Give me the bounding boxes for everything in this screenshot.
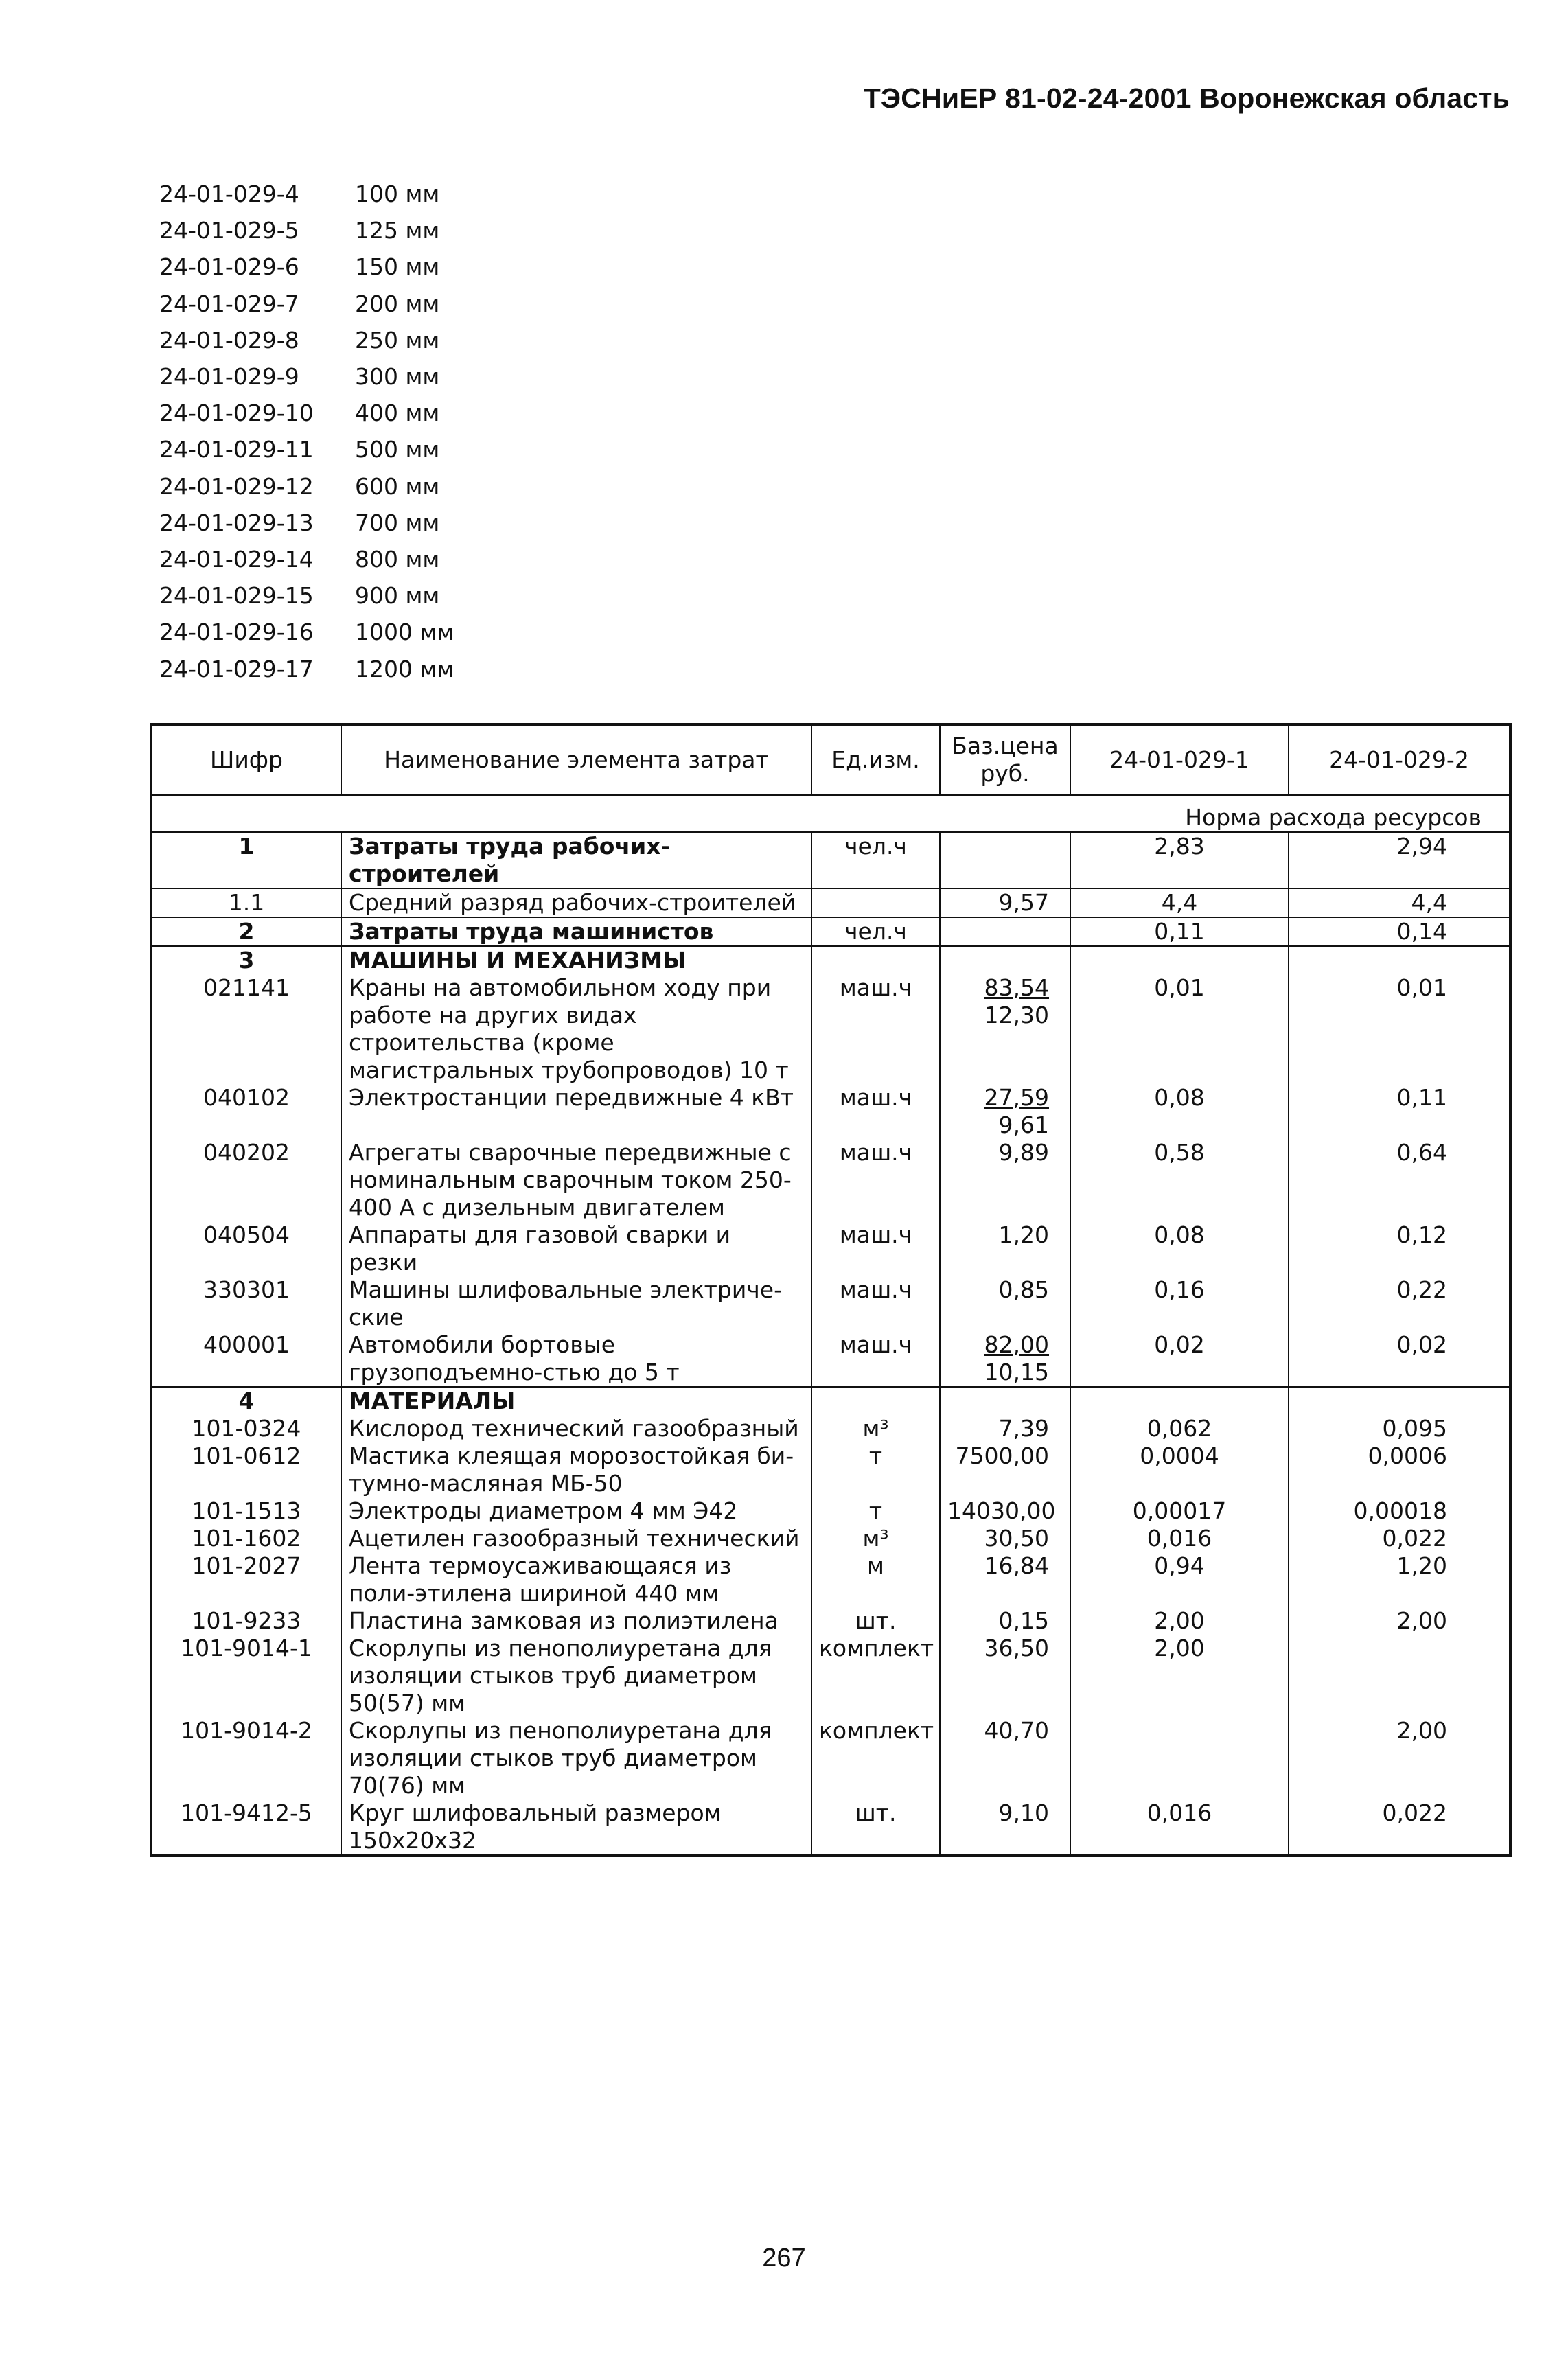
- cell-name: Круг шлифовальный размером 150x20x32: [341, 1799, 811, 1856]
- cell-unit: маш.ч: [811, 974, 940, 1084]
- code-list-size: 200 мм: [355, 290, 440, 317]
- cell-code: 400001: [151, 1331, 341, 1387]
- code-list-code: 24-01-029-14: [159, 545, 314, 573]
- cell-name: Аппараты для газовой сварки и резки: [341, 1221, 811, 1276]
- cell-unit: [811, 946, 940, 974]
- table-row: [151, 1799, 1510, 1856]
- cell-code: 3: [151, 946, 341, 974]
- cell-unit: м³: [811, 1415, 940, 1442]
- cell-unit: чел.ч: [811, 917, 940, 946]
- price-top: 0,15: [998, 1607, 1049, 1634]
- cell-unit: маш.ч: [811, 1139, 940, 1221]
- cell-name: Машины шлифовальные электриче-ские: [341, 1276, 811, 1331]
- cell-price: [940, 1442, 1070, 1497]
- code-list-size: 700 мм: [355, 509, 440, 536]
- cell-value-2: 1,20: [1289, 1552, 1510, 1607]
- code-list-size: 150 мм: [355, 253, 440, 281]
- header-price-line2: руб.: [980, 760, 1030, 787]
- table-row: [151, 1717, 1510, 1799]
- code-list-size: 800 мм: [355, 545, 440, 573]
- cell-name: Затраты труда рабочих-строителей: [341, 832, 811, 888]
- table-row: [151, 917, 1510, 946]
- cell-unit: маш.ч: [811, 1221, 940, 1276]
- code-list-size: 125 мм: [355, 217, 440, 244]
- cell-value-1: [1070, 1717, 1289, 1799]
- price-top: 1,20: [998, 1221, 1049, 1248]
- norma-row: [151, 795, 1510, 832]
- cell-value-2: [1289, 1635, 1510, 1717]
- table-row: [151, 1276, 1510, 1331]
- code-list-code: 24-01-029-12: [159, 472, 314, 500]
- cell-value-2: [1289, 1387, 1510, 1415]
- cell-value-2: 0,02: [1289, 1331, 1510, 1387]
- cell-price: [940, 832, 1070, 888]
- code-list-size: 300 мм: [355, 363, 440, 391]
- code-list-code: 24-01-029-11: [159, 436, 314, 463]
- code-list-code: 24-01-029-5: [159, 217, 299, 244]
- cell-price: [940, 1717, 1070, 1799]
- code-list-item: [159, 468, 454, 505]
- cell-value-1: 0,016: [1070, 1525, 1289, 1552]
- cell-price: [940, 1552, 1070, 1607]
- header-name: Наименование элемента затрат: [341, 724, 811, 795]
- cell-price: [940, 917, 1070, 946]
- price-top: 82,00: [984, 1331, 1049, 1358]
- table-row: [151, 1221, 1510, 1276]
- price-top: 7,39: [998, 1415, 1049, 1442]
- price-top: 0,85: [998, 1276, 1049, 1303]
- cell-value-1: 0,02: [1070, 1331, 1289, 1387]
- cell-value-2: 0,022: [1289, 1525, 1510, 1552]
- cell-name: Пластина замковая из полиэтилена: [341, 1607, 811, 1635]
- cell-value-2: 0,64: [1289, 1139, 1510, 1221]
- cell-unit: комплект: [811, 1635, 940, 1717]
- table-row: [151, 888, 1510, 917]
- price-top: 9,57: [998, 889, 1049, 916]
- code-list-item: [159, 431, 454, 468]
- cell-price: [940, 974, 1070, 1084]
- cell-name: Электростанции передвижные 4 кВт: [341, 1084, 811, 1139]
- cell-price: [940, 1084, 1070, 1139]
- cell-unit: чел.ч: [811, 832, 940, 888]
- cell-value-1: 2,00: [1070, 1635, 1289, 1717]
- cell-price: [940, 1799, 1070, 1856]
- code-list-item: [159, 541, 454, 577]
- cell-value-2: 0,01: [1289, 974, 1510, 1084]
- header-code: Шифр: [151, 724, 341, 795]
- header-price: [940, 724, 1070, 795]
- price-bottom: 12,30: [984, 1002, 1049, 1028]
- code-list-size: 100 мм: [355, 181, 440, 208]
- code-list-size: 600 мм: [355, 472, 440, 500]
- cell-value-1: 0,58: [1070, 1139, 1289, 1221]
- code-list-code: 24-01-029-13: [159, 509, 314, 536]
- cell-price: [940, 1525, 1070, 1552]
- cell-unit: т: [811, 1497, 940, 1525]
- cell-price: [940, 1635, 1070, 1717]
- cell-value-2: 0,0006: [1289, 1442, 1510, 1497]
- code-list-item: [159, 395, 454, 431]
- cell-name: Мастика клеящая морозостойкая би-тумно-масляная МБ-50: [341, 1442, 811, 1497]
- price-top: 7500,00: [955, 1442, 1049, 1469]
- price-bottom: 9,61: [998, 1112, 1049, 1138]
- code-list-code: 24-01-029-8: [159, 326, 299, 354]
- cell-value-1: [1070, 946, 1289, 974]
- table-header-row: [151, 724, 1510, 795]
- cell-name: Краны на автомобильном ходу при работе на других видах строительства (кроме магистральных трубопроводов) 10 т: [341, 974, 811, 1084]
- cell-value-1: 0,16: [1070, 1276, 1289, 1331]
- cell-value-1: 0,01: [1070, 974, 1289, 1084]
- cell-price: [940, 1221, 1070, 1276]
- cell-name: Скорлупы из пенополиуретана для изоляции стыков труб диаметром 70(76) мм: [341, 1717, 811, 1799]
- code-list-size: 900 мм: [355, 582, 440, 610]
- cell-price: [940, 1331, 1070, 1387]
- cell-name: МАТЕРИАЛЫ: [341, 1387, 811, 1415]
- header-col1: 24-01-029-1: [1070, 724, 1289, 795]
- cell-code: 101-1513: [151, 1497, 341, 1525]
- cell-value-1: 2,00: [1070, 1607, 1289, 1635]
- cell-name: Кислород технический газообразный: [341, 1415, 811, 1442]
- cell-name: Лента термоусаживающаяся из поли-этилена шириной 440 мм: [341, 1552, 811, 1607]
- cell-value-2: 0,095: [1289, 1415, 1510, 1442]
- code-list-size: 1200 мм: [355, 655, 454, 682]
- cell-code: 330301: [151, 1276, 341, 1331]
- table-row: [151, 1387, 1510, 1415]
- cell-unit: [811, 1387, 940, 1415]
- table-row: [151, 1497, 1510, 1525]
- cell-price: [940, 888, 1070, 917]
- code-list-size: 500 мм: [355, 436, 440, 463]
- code-size-list: [159, 176, 454, 687]
- cell-price: [940, 1139, 1070, 1221]
- price-top: 16,84: [984, 1552, 1049, 1579]
- cell-value-1: 2,83: [1070, 832, 1289, 888]
- cell-unit: шт.: [811, 1799, 940, 1856]
- price-top: 83,54: [984, 974, 1049, 1001]
- table-row: [151, 1139, 1510, 1221]
- cell-price: [940, 1497, 1070, 1525]
- cell-value-1: 0,11: [1070, 917, 1289, 946]
- cell-code: 101-9412-5: [151, 1799, 341, 1856]
- cell-unit: маш.ч: [811, 1276, 940, 1331]
- cell-price: [940, 1276, 1070, 1331]
- cell-code: 1.1: [151, 888, 341, 917]
- table-row: [151, 1084, 1510, 1139]
- cell-value-2: 0,22: [1289, 1276, 1510, 1331]
- code-list-code: 24-01-029-9: [159, 363, 299, 391]
- cell-unit: м³: [811, 1525, 940, 1552]
- code-list-item: [159, 505, 454, 541]
- table-row: [151, 974, 1510, 1084]
- cell-unit: маш.ч: [811, 1084, 940, 1139]
- code-list-size: 1000 мм: [355, 619, 454, 646]
- cell-unit: м: [811, 1552, 940, 1607]
- cell-value-2: 2,94: [1289, 832, 1510, 888]
- cell-value-1: 4,4: [1070, 888, 1289, 917]
- code-list-code: 24-01-029-17: [159, 655, 314, 682]
- price-top: 30,50: [984, 1525, 1049, 1552]
- cell-value-1: 0,016: [1070, 1799, 1289, 1856]
- table-row: [151, 1525, 1510, 1552]
- code-list-code: 24-01-029-15: [159, 582, 314, 610]
- code-list-code: 24-01-029-10: [159, 400, 314, 427]
- cell-code: 4: [151, 1387, 341, 1415]
- table-row: [151, 1442, 1510, 1497]
- cell-price: [940, 1415, 1070, 1442]
- cell-name: Автомобили бортовые грузоподъемно-стью до 5 т: [341, 1331, 811, 1387]
- cell-price: [940, 1387, 1070, 1415]
- header-price-line1: Баз.цена: [952, 733, 1059, 759]
- code-list-item: [159, 577, 454, 614]
- header-col2: 24-01-029-2: [1289, 724, 1510, 795]
- cell-code: 2: [151, 917, 341, 946]
- cell-value-1: [1070, 1387, 1289, 1415]
- cell-name: Затраты труда машинистов: [341, 917, 811, 946]
- cell-name: Средний разряд рабочих-строителей: [341, 888, 811, 917]
- table-row: [151, 1331, 1510, 1387]
- cell-code: 101-0612: [151, 1442, 341, 1497]
- code-list-item: [159, 358, 454, 395]
- code-list-item: [159, 286, 454, 322]
- price-top: 14030,00: [947, 1497, 1056, 1524]
- code-list-item: [159, 322, 454, 358]
- table-row: [151, 1415, 1510, 1442]
- code-list-item: [159, 614, 454, 650]
- cell-name: Электроды диаметром 4 мм Э42: [341, 1497, 811, 1525]
- code-list-size: 250 мм: [355, 326, 440, 354]
- cell-code: 101-1602: [151, 1525, 341, 1552]
- cell-unit: маш.ч: [811, 1331, 940, 1387]
- table-row: [151, 1552, 1510, 1607]
- table-row: [151, 832, 1510, 888]
- cell-value-1: 0,0004: [1070, 1442, 1289, 1497]
- code-list-item: [159, 176, 454, 212]
- page-number: 267: [762, 2244, 806, 2272]
- cell-unit: т: [811, 1442, 940, 1497]
- cell-code: 021141: [151, 974, 341, 1084]
- cell-name: Агрегаты сварочные передвижные с номинальным сварочным током 250-400 А с дизельным двигателем: [341, 1139, 811, 1221]
- price-top: 9,10: [998, 1799, 1049, 1826]
- code-list-code: 24-01-029-6: [159, 253, 299, 281]
- cell-price: [940, 1607, 1070, 1635]
- price-bottom: 10,15: [984, 1359, 1049, 1385]
- table-row: [151, 1635, 1510, 1717]
- cell-unit: шт.: [811, 1607, 940, 1635]
- cell-value-2: 0,12: [1289, 1221, 1510, 1276]
- price-top: 27,59: [984, 1084, 1049, 1111]
- code-list-size: 400 мм: [355, 400, 440, 427]
- cell-code: 040102: [151, 1084, 341, 1139]
- cell-value-2: 0,022: [1289, 1799, 1510, 1856]
- header-unit: Ед.изм.: [811, 724, 940, 795]
- cell-name: МАШИНЫ И МЕХАНИЗМЫ: [341, 946, 811, 974]
- cell-value-1: 0,08: [1070, 1221, 1289, 1276]
- code-list-item: [159, 650, 454, 687]
- cell-name: Скорлупы из пенополиуретана для изоляции стыков труб диаметром 50(57) мм: [341, 1635, 811, 1717]
- cell-value-2: 0,00018: [1289, 1497, 1510, 1525]
- code-list-code: 24-01-029-16: [159, 619, 314, 646]
- cell-code: 1: [151, 832, 341, 888]
- cell-unit: [811, 888, 940, 917]
- cell-value-2: 0,14: [1289, 917, 1510, 946]
- cell-value-2: 2,00: [1289, 1607, 1510, 1635]
- cell-value-1: 0,94: [1070, 1552, 1289, 1607]
- cell-code: 040504: [151, 1221, 341, 1276]
- code-list-item: [159, 212, 454, 249]
- cell-price: [940, 946, 1070, 974]
- cell-value-2: [1289, 946, 1510, 974]
- cell-code: 101-9014-1: [151, 1635, 341, 1717]
- price-top: 9,89: [998, 1139, 1049, 1166]
- code-list-code: 24-01-029-4: [159, 181, 299, 208]
- cell-code: 101-2027: [151, 1552, 341, 1607]
- cell-value-2: 2,00: [1289, 1717, 1510, 1799]
- code-list-code: 24-01-029-7: [159, 290, 299, 317]
- cell-value-1: 0,00017: [1070, 1497, 1289, 1525]
- norma-label: Норма расхода ресурсов: [151, 795, 1510, 832]
- code-list-item: [159, 249, 454, 285]
- cell-value-2: 4,4: [1289, 888, 1510, 917]
- cell-code: 101-9233: [151, 1607, 341, 1635]
- price-top: 40,70: [984, 1717, 1049, 1744]
- cell-value-1: 0,08: [1070, 1084, 1289, 1139]
- cell-unit: комплект: [811, 1717, 940, 1799]
- cell-value-2: 0,11: [1289, 1084, 1510, 1139]
- table-row: [151, 946, 1510, 974]
- cell-value-1: 0,062: [1070, 1415, 1289, 1442]
- price-top: 36,50: [984, 1635, 1049, 1661]
- document-header-title: ТЭСНиЕР 81-02-24-2001 Воронежская область: [863, 82, 1510, 114]
- cell-name: Ацетилен газообразный технический: [341, 1525, 811, 1552]
- cell-code: 040202: [151, 1139, 341, 1221]
- cell-code: 101-9014-2: [151, 1717, 341, 1799]
- resource-cost-table: [150, 723, 1512, 1857]
- cell-code: 101-0324: [151, 1415, 341, 1442]
- table-row: [151, 1607, 1510, 1635]
